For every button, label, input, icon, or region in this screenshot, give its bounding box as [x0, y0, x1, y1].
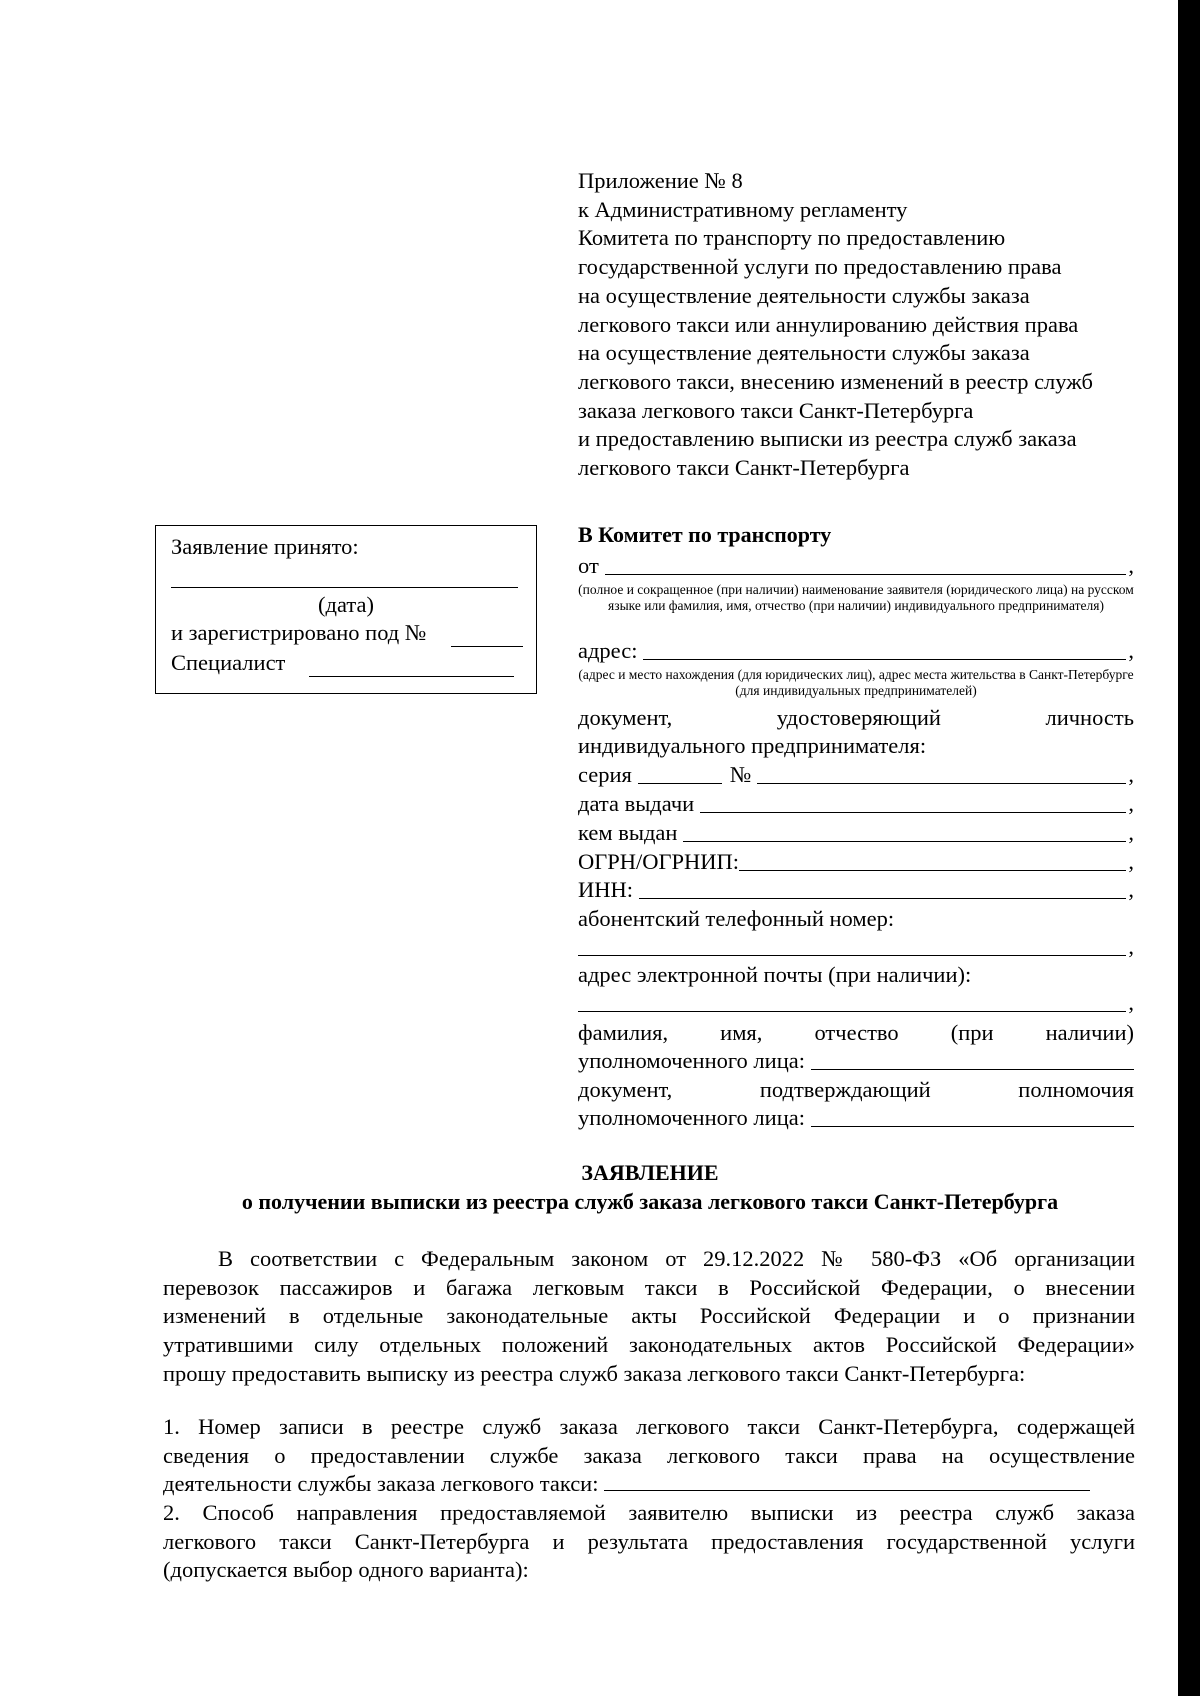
statement-subtitle: о получении выписки из реестра служб заказа легкового такси Санкт-Петербурга: [241, 1189, 1059, 1214]
issue-date-row: [578, 791, 1134, 817]
appendix-line: Приложение № 8: [578, 168, 743, 193]
comma: ,: [1128, 638, 1134, 663]
issue-date-field[interactable]: [700, 811, 1126, 813]
series-label: серия: [578, 762, 632, 787]
authority-document-label-line1: документ, подтверждающий полномочия: [578, 1077, 1134, 1102]
authorized-name-label-line2: уполномоченного лица:: [578, 1048, 805, 1073]
comma: ,: [1128, 791, 1134, 816]
comma: ,: [1128, 762, 1134, 787]
from-label: от: [578, 553, 599, 578]
appendix-line: легкового такси или аннулированию действия права: [578, 311, 1079, 337]
item-1-line: 1. Номер записи в реестре служб заказа легкового такси Санкт-Петербурга, содержащей: [163, 1414, 1135, 1439]
intro-line: изменений в отдельные законодательные акты Российской Федерации и о признании: [163, 1303, 1135, 1329]
intro-line: В соответствии с Федеральным законом от 29.12.2022 № 580-ФЗ «Об организации: [218, 1246, 1135, 1271]
comma: ,: [1128, 990, 1134, 1015]
issued-by-field[interactable]: [683, 840, 1126, 842]
address-label: адрес:: [578, 638, 638, 663]
id-document-label-line2: индивидуального предпринимателя:: [578, 733, 927, 758]
item-2-line: 2. Способ направления предоставляемой заявителю выписки из реестра служб заказа: [163, 1500, 1135, 1525]
authorized-name-label-line1: фамилия, имя, отчество (при наличии): [578, 1020, 1134, 1045]
comma: ,: [1128, 820, 1134, 845]
authority-document-row: [578, 1105, 1134, 1131]
stamp-date-field[interactable]: [171, 587, 518, 588]
appendix-line: на осуществление деятельности службы заказа: [578, 340, 1030, 366]
ogrn-label: ОГРН/ОГРНИП:: [578, 849, 740, 874]
item-2-line: (допускается выбор одного варианта):: [163, 1557, 529, 1583]
intro-paragraph: [163, 1245, 1135, 1389]
phone-label: абонентский телефонный номер:: [578, 906, 895, 931]
phone-field[interactable]: [578, 954, 1126, 956]
ogrn-row: [578, 849, 1134, 875]
recipient-title: В Комитет по транспорту: [578, 522, 832, 547]
from-field[interactable]: [605, 573, 1127, 575]
email-row: [578, 990, 1134, 1016]
appendix-header: [578, 167, 1138, 483]
authorized-name-row: [578, 1048, 1134, 1074]
appendix-line: на осуществление деятельности службы заказа: [578, 282, 1030, 308]
series-field[interactable]: [638, 782, 722, 784]
item-1-line: сведения о предоставлении службе заказа легкового такси права на осуществление: [163, 1442, 1135, 1468]
appendix-line: и предоставлению выписки из реестра служб заказа: [578, 426, 1077, 452]
stamp-specialist-field[interactable]: [309, 676, 514, 677]
stamp-specialist-label: Специалист: [171, 650, 286, 675]
number-field[interactable]: [757, 782, 1126, 784]
appendix-line: государственной услуги по предоставлению права: [578, 254, 1062, 280]
statement-title: ЗАЯВЛЕНИЕ: [581, 1160, 719, 1185]
scan-edge-shadow: [1178, 0, 1200, 1696]
email-label: адрес электронной почты (при наличии):: [578, 962, 972, 987]
from-note: (полное и сокращенное (при наличии) наименование заявителя (юридического лица) на русском языке или фамилия, имя, отчество (при наличии) индивидуального предпринимателя): [578, 582, 1134, 613]
email-field[interactable]: [578, 1010, 1126, 1012]
intro-line: прошу предоставить выписку из реестра служб заказа легкового такси Санкт-Петербурга:: [163, 1360, 1026, 1386]
inn-field[interactable]: [639, 897, 1126, 899]
inn-row: [578, 877, 1134, 903]
acceptance-stamp-box: [155, 525, 537, 694]
phone-row: [578, 934, 1134, 960]
comma: ,: [1128, 934, 1134, 959]
registry-record-number-field[interactable]: [604, 1489, 1090, 1491]
item-2-paragraph: [163, 1499, 1135, 1585]
appendix-line: заказа легкового такси Санкт-Петербурга: [578, 397, 974, 423]
item-1-last-line: [163, 1470, 1135, 1499]
inn-label: ИНН:: [578, 877, 633, 902]
item-1-paragraph: [163, 1413, 1135, 1499]
ogrn-field[interactable]: [739, 869, 1126, 871]
appendix-line: легкового такси, внесению изменений в реестр служб: [578, 368, 1093, 394]
appendix-line: легкового такси Санкт-Петербурга: [578, 455, 910, 481]
appendix-line: к Административному регламенту: [578, 196, 908, 222]
item-1-line: деятельности службы заказа легкового такси:: [163, 1471, 599, 1497]
stamp-registered-label: и зарегистрировано под №: [171, 620, 427, 645]
authority-document-label-line2: уполномоченного лица:: [578, 1105, 805, 1130]
issue-date-label: дата выдачи: [578, 791, 695, 816]
issued-by-row: [578, 820, 1134, 846]
authorized-name-field[interactable]: [811, 1068, 1134, 1070]
id-document-label-line1: документ, удостоверяющий личность: [578, 705, 1134, 730]
authority-document-field[interactable]: [811, 1125, 1134, 1127]
stamp-date-label: (дата): [318, 592, 374, 617]
address-note: (адрес и место нахождения (для юридических лиц), адрес места жительства в Санкт-Петербурге (для индивидуальных предпринимателей): [578, 667, 1134, 698]
address-row: [578, 638, 1134, 664]
series-row: [578, 762, 1134, 788]
comma: ,: [1128, 877, 1134, 902]
comma: ,: [1128, 849, 1134, 874]
stamp-accepted-label: Заявление принято:: [171, 534, 359, 559]
stamp-registration-number-field[interactable]: [451, 646, 523, 647]
address-field[interactable]: [643, 658, 1126, 660]
item-2-line: легкового такси Санкт-Петербурга и результата предоставления государственной услуги: [163, 1528, 1135, 1554]
appendix-line: Комитета по транспорту по предоставлению: [578, 225, 1006, 251]
number-label: №: [729, 762, 752, 787]
comma: ,: [1128, 553, 1134, 578]
from-row: [578, 553, 1134, 579]
issued-by-label: кем выдан: [578, 820, 678, 845]
intro-line: утратившими силу отдельных положений законодательных актов Российской Федерации»: [163, 1332, 1135, 1358]
intro-line: перевозок пассажиров и багажа легковым такси в Российской Федерации, о внесении: [163, 1274, 1135, 1300]
